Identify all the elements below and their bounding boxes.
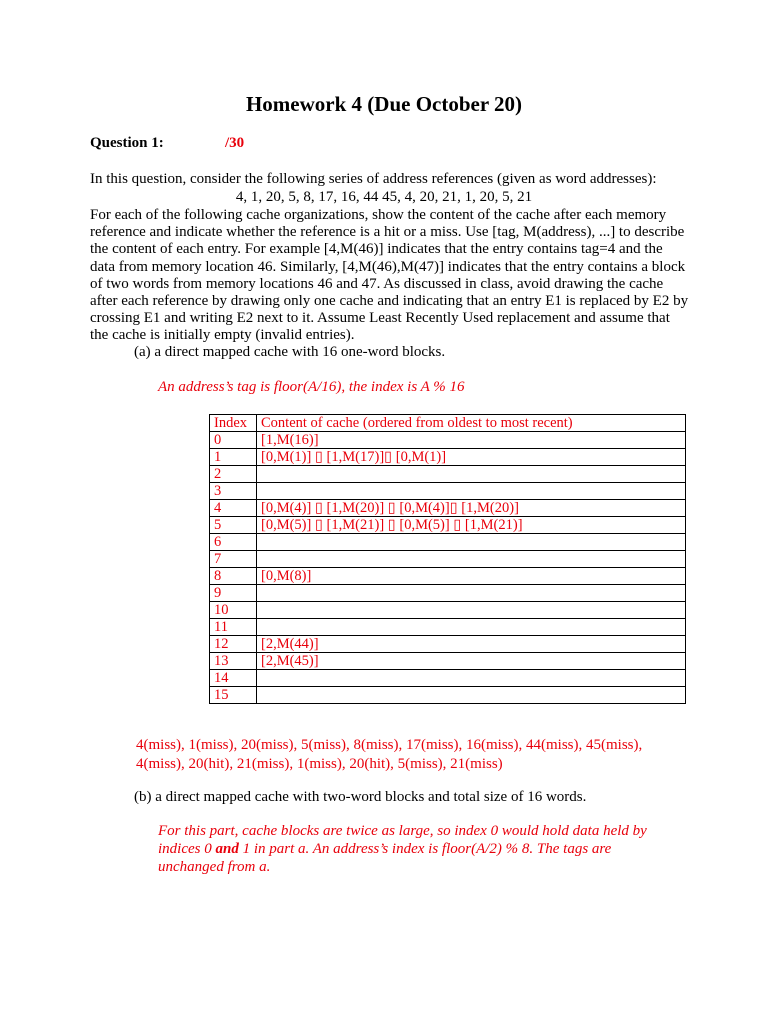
cell-index: 1: [210, 449, 257, 466]
table-row: [210, 602, 686, 619]
cache-table: [209, 414, 686, 704]
cell-content: [0,M(1)] ▯ [1,M(17)]▯ [0,M(1)]: [257, 449, 686, 466]
question-score: /30: [225, 135, 245, 151]
cell-index: 2: [210, 466, 257, 483]
table-row: [210, 619, 686, 636]
cell-content: [257, 585, 686, 602]
cell-index: 0: [210, 432, 257, 449]
results-line-2: 4(miss), 20(hit), 21(miss), 1(miss), 20(hit), 5(miss), 21(miss): [136, 756, 503, 772]
part-b-note: [158, 822, 678, 876]
cell-content: [0,M(4)] ▯ [1,M(20)] ▯ [0,M(4)]▯ [1,M(20)]: [257, 500, 686, 517]
table-row: [210, 432, 686, 449]
table-row: [210, 551, 686, 568]
table-row: [210, 534, 686, 551]
cell-index: 3: [210, 483, 257, 500]
cell-content: [0,M(5)] ▯ [1,M(21)] ▯ [0,M(5)] ▯ [1,M(21)]: [257, 517, 686, 534]
question-label: Question 1:: [90, 135, 164, 151]
table-row: [210, 517, 686, 534]
cell-index: 14: [210, 670, 257, 687]
question-intro: In this question, consider the following series of address references (given as word addresses):: [90, 171, 657, 187]
cell-content: [257, 551, 686, 568]
cell-index: 9: [210, 585, 257, 602]
cell-content: [1,M(16)]: [257, 432, 686, 449]
part-a-label: (a) a direct mapped cache with 16 one-word blocks.: [134, 344, 446, 360]
cell-index: 4: [210, 500, 257, 517]
cell-index: 13: [210, 653, 257, 670]
cell-index: 10: [210, 602, 257, 619]
cell-index: 12: [210, 636, 257, 653]
table-row: [210, 568, 686, 585]
header-content: Content of cache (ordered from oldest to most recent): [257, 415, 686, 432]
table-row: [210, 483, 686, 500]
cell-content: [257, 619, 686, 636]
part-b-note-bold: and: [215, 841, 239, 857]
cache-table-header: [210, 415, 686, 432]
cell-content: [257, 670, 686, 687]
cell-content: [0,M(8)]: [257, 568, 686, 585]
part-a-note: An address’s tag is floor(A/16), the index is A % 16: [158, 379, 465, 395]
cell-content: [257, 602, 686, 619]
document-title: Homework 4 (Due October 20): [245, 92, 523, 116]
part-b-note-post: 1 in part a. An address’s index is floor(A/2) % 8. The tags are unchanged from a.: [158, 841, 612, 875]
cell-content: [2,M(44)]: [257, 636, 686, 653]
cell-content: [257, 466, 686, 483]
table-row: [210, 449, 686, 466]
question-instructions: For each of the following cache organizations, show the content of the cache after each memory reference and indicate whether the reference is a hit or a miss. Use [tag, M(address), ...] to describe the content of each entry. For example [4,M(46)] indicates that the entry contains tag=4 and the data from memory location 46. Similarly, [4,M(46),M(47)] indicates that the entry contains a block of two words from memory locations 46 and 47. As discussed in class, avoid drawing the cache after each reference by drawing only one cache and indicating that an entry E1 is replaced by E2 by crossing E1 and writing E2 next to it. Assume Least Recently Used replacement and assume that the cache is initially empty (invalid entries).: [90, 207, 689, 344]
results-line-1: 4(miss), 1(miss), 20(miss), 5(miss), 8(miss), 17(miss), 16(miss), 44(miss), 45(miss),: [136, 737, 643, 753]
cell-content: [257, 534, 686, 551]
cell-index: 15: [210, 687, 257, 704]
table-row: [210, 653, 686, 670]
cache-table-body: [210, 432, 686, 704]
header-index: Index: [210, 415, 257, 432]
cell-index: 7: [210, 551, 257, 568]
cell-content: [257, 483, 686, 500]
cell-content: [257, 687, 686, 704]
part-b-note-pre: For this part, cache blocks are twice as large, so index 0 would hold data held by indices 0: [158, 823, 647, 857]
cell-index: 6: [210, 534, 257, 551]
part-b-label: (b) a direct mapped cache with two-word blocks and total size of 16 words.: [134, 789, 587, 805]
table-row: [210, 500, 686, 517]
table-row: [210, 585, 686, 602]
part-a-results: [136, 736, 696, 774]
table-row: [210, 636, 686, 653]
table-row: [210, 670, 686, 687]
table-row: [210, 466, 686, 483]
cell-content: [2,M(45)]: [257, 653, 686, 670]
cell-index: 11: [210, 619, 257, 636]
address-sequence: 4, 1, 20, 5, 8, 17, 16, 44 45, 4, 20, 21, 1, 20, 5, 21: [235, 189, 533, 205]
cell-index: 8: [210, 568, 257, 585]
cell-index: 5: [210, 517, 257, 534]
table-row: [210, 687, 686, 704]
